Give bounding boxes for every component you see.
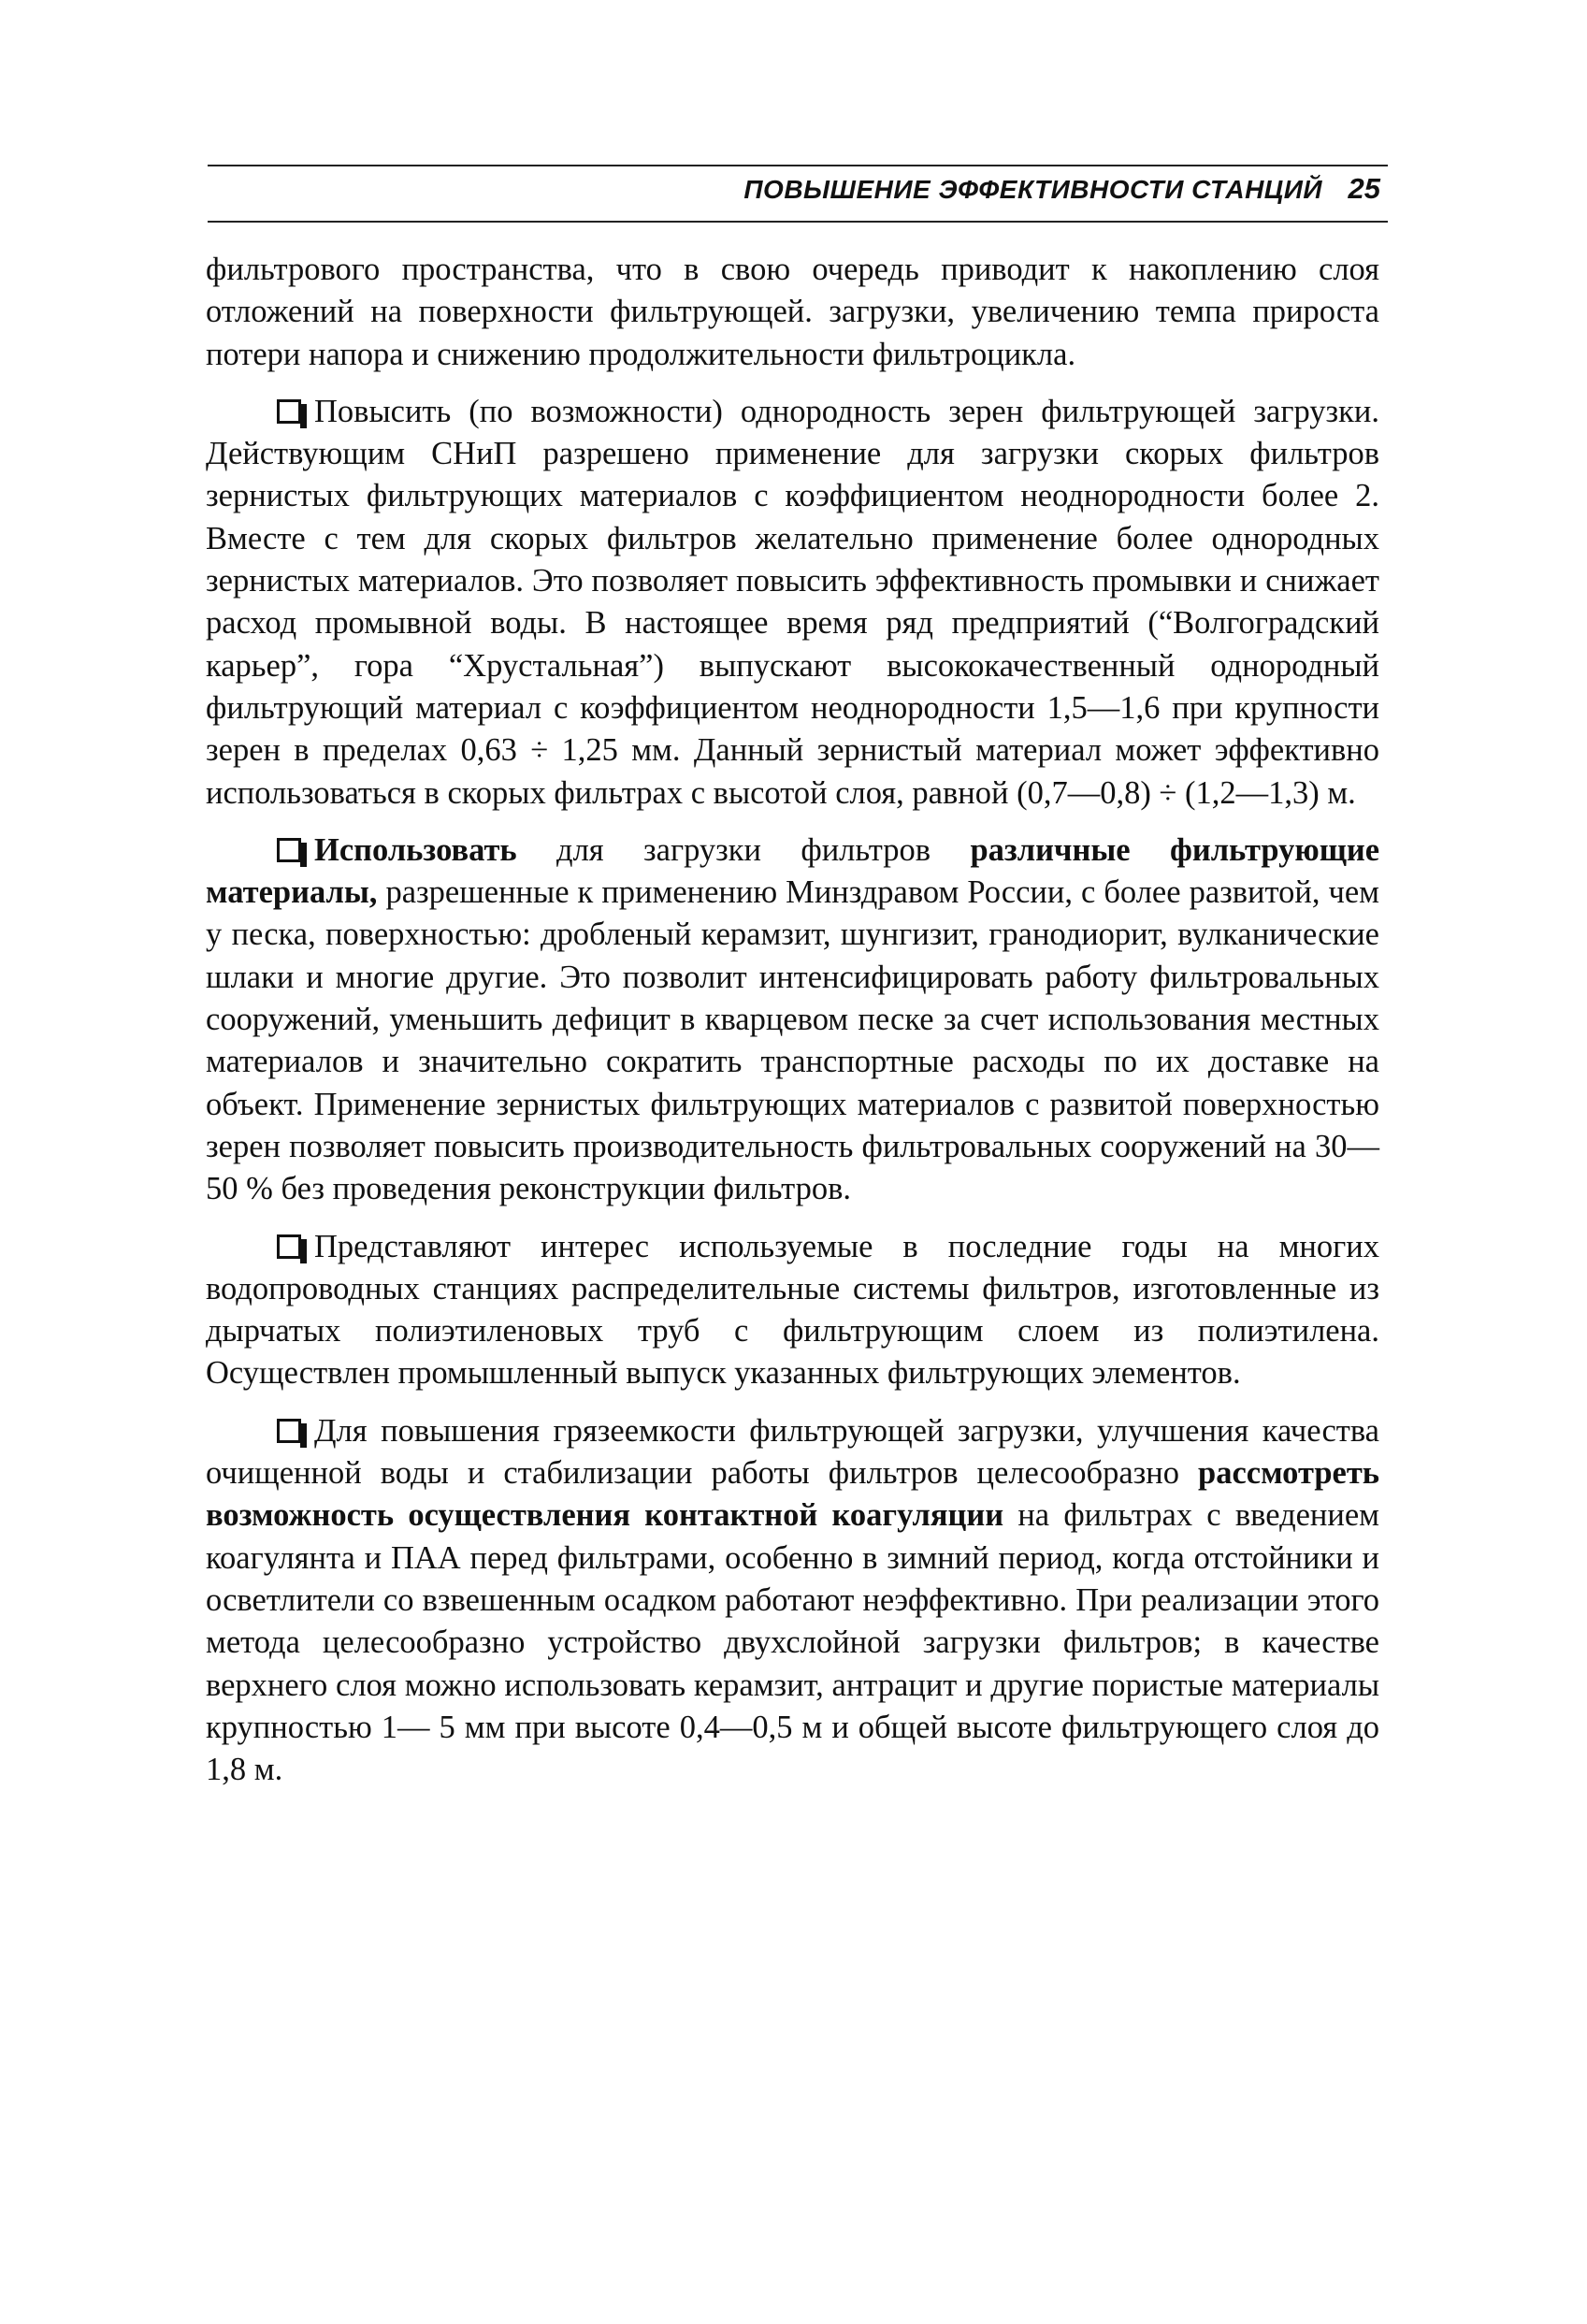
paragraph-bold-term: различные фильтрующие материалы,: [206, 831, 1380, 911]
paragraph-lead: Повысить (по возможности) однородность зерен фильтрующей загрузки.: [314, 393, 1379, 429]
checkbox-bullet-icon: [277, 399, 301, 424]
paragraph-text: фильтрового пространства, что в свою очередь приводит к накоплению слоя отложений на поверхности фильтрующей. загрузки, увеличению темпа прироста потери напора и снижению продолжительности фильтроцикла.: [206, 252, 1379, 372]
paragraph-distribution-systems: [206, 1226, 1379, 1395]
paragraph-bold-lead: Использовать: [314, 831, 517, 868]
running-header: [208, 165, 1388, 223]
checkbox-bullet-icon: [277, 838, 301, 862]
body-text: [206, 249, 1379, 1806]
paragraph-uniformity: [206, 391, 1379, 815]
paragraph-continuation: [206, 249, 1379, 376]
paragraph-contact-coagulation: [206, 1410, 1379, 1792]
paragraph-text: Действующим СНиП разрешено применение для загрузки скорых фильтров зернистых фильтрующих материалов с коэффициентом неоднородности более 2. Вместе с тем для скорых фильтров желательно применение более однородных зернистых материалов. Это позволяет повысить эффективность промывки и снижает расход промывной воды. В настоящее время ряд предприятий (“Волгоградский карьер”, гора “Хрустальная”) выпускают высококачественный однородный фильтрующий материал с коэффициентом неоднородности 1,5—1,6 при крупности зерен в пределах 0,63 ÷ 1,25 мм. Данный зернистый материал может эффективно использоваться в скорых фильтрах с высотой слоя, равной (0,7—0,8) ÷ (1,2—1,3) м.: [206, 436, 1379, 811]
paragraph-text: Представляют интерес используемые в последние годы на многих водопроводных станциях распределительные системы фильтров, изготовленные из дырчатых полиэтиленовых труб с фильтрующим слоем из полиэтилена. Осуществлен промышленный выпуск указанных фильтрующих элементов.: [206, 1228, 1379, 1392]
paragraph-mid: для загрузки фильтров: [556, 831, 931, 868]
paragraph-pre: Для повышения грязеемкости фильтрующей загрузки, улучшения качества очищенной воды и стабилизации работы фильтров целесообразно: [206, 1412, 1379, 1492]
paragraph-bold-term: рассмотреть возможность осуществления контактной коагуляции: [206, 1455, 1380, 1534]
paragraph-materials: [206, 830, 1379, 1211]
page-number: 25: [1348, 172, 1380, 205]
checkbox-bullet-icon: [277, 1234, 301, 1259]
paragraph-text: разрешенные к применению Минздравом России, с более развитой, чем у песка, поверхностью: дробленый керамзит, шунгизит, гранодиорит, вулканические шлаки и многие другие. Это позволит интенсифицировать работу фильтровальных сооружений, уменьшить дефицит в кварцевом песке за счет использования местных материалов и значительно сократить транспортные расходы по их доставке на объект. Применение зернистых фильтрующих материалов с развитой поверхностью зерен позволяет повысить производительность фильтровальных сооружений на 30—50 % без проведения реконструкции фильтров.: [206, 874, 1380, 1207]
running-header-title: ПОВЫШЕНИЕ ЭФФЕКТИВНОСТИ СТАНЦИЙ: [743, 175, 1322, 204]
paragraph-text: на фильтрах с введением коагулянта и ПАА перед фильтрами, особенно в зимний период, когда отстойники и осветлители со взвешенным осадком работают неэффективно. При реализации этого метода целесообразно устройство двухслойной загрузки фильтров; в качестве верхнего слоя можно использовать керамзит, антрацит и другие пористые материалы крупностью 1— 5 мм при высоте 0,4—0,5 м и общей высоте фильтрующего слоя до 1,8 м.: [206, 1497, 1380, 1788]
checkbox-bullet-icon: [277, 1419, 301, 1443]
